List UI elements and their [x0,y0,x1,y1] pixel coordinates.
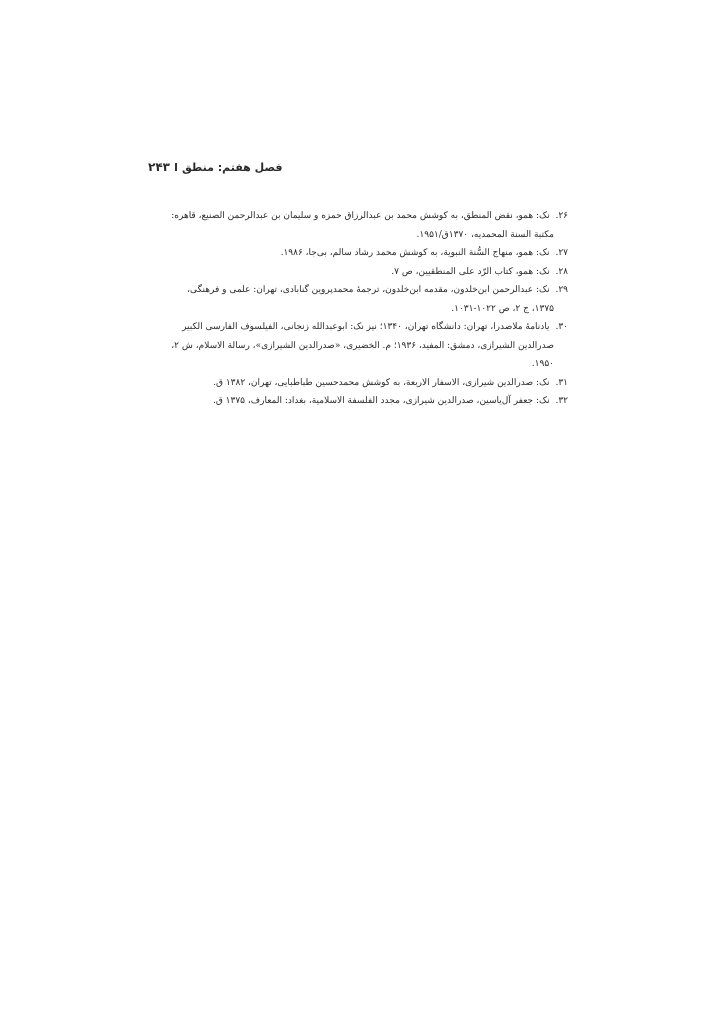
note-text: نک: همو، نقض المنطق، به کوشش محمد بن عبدالرزاق حمزه و سلیمان بن عبدالرحمن الصنیع، قاهره: [171,211,550,221]
endnote-30 [150,318,568,374]
note-text-continued: صدرالدین الشیرازی، دمشق: المفید، ۱۹۳۶؛ م. الخضیری، «صدرالدین الشیرازی»، رسالة الاسلام، ش ۲، [171,340,554,351]
endnote-28 [150,263,568,282]
note-number: ۲۹. [555,285,568,295]
note-text: نک: همو، منهاج السُّنة النبویة، به کوشش محمد رشاد سالم، بی‌جا، ۱۹۸۶. [280,248,550,258]
note-number: ۲۸. [555,266,568,277]
page-number: ۲۴۳ [148,160,170,174]
note-text: نک: صدرالدین شیرازی، الاسفار الاربعة، به کوشش محمدحسین طباطبایی، تهران، ۱۳۸۲ ق. [213,377,550,388]
endnotes-list [150,207,568,411]
note-text-continued: ۱۹۵۰. [531,359,554,369]
note-number: ۲۷. [555,248,568,258]
square-ornament-icon [175,163,177,171]
running-header [148,160,283,174]
note-number: ۳۰. [555,322,568,332]
endnote-32 [150,392,568,411]
note-text: نک: عبدالرحمن ابن‌خلدون، مقدمه ابن‌خلدون، ترجمهٔ محمدپروین گنابادی، تهران: علمی و فرهنگی، [187,285,550,295]
endnote-29 [150,281,568,318]
note-text: نک: همو، کتاب الرّد علی المنطقیین، ص ۷. [391,266,550,277]
chapter-title: فصل هفتم: منطق [181,160,283,174]
note-text-continued: مکتبة السنة المحمدیه، ۱۳۷۰ق/۱۹۵۱. [416,229,554,240]
note-text: یادنامهٔ ملاصدرا، تهران: دانشگاه تهران، ۱۳۴۰؛ نیز نک: ابوعبدالله زنجانی، الفیلسوف الفارسی الکبیر [182,322,550,332]
endnote-31 [150,374,568,393]
note-text-continued: ۱۳۷۵، ج ۲، ص ۱۰۲۲-۱۰۳۱. [451,303,554,314]
endnote-26 [150,207,568,244]
note-number: ۳۱. [555,377,568,388]
endnote-27 [150,244,568,263]
note-number: ۳۲. [555,396,568,406]
note-text: نک: جعفر آل‌یاسین، صدرالدین شیرازی، مجدد الفلسفة الاسلامیة، بغداد: المعارف، ۱۳۷۵ ق. [212,396,550,406]
note-number: ۲۶. [555,211,568,221]
